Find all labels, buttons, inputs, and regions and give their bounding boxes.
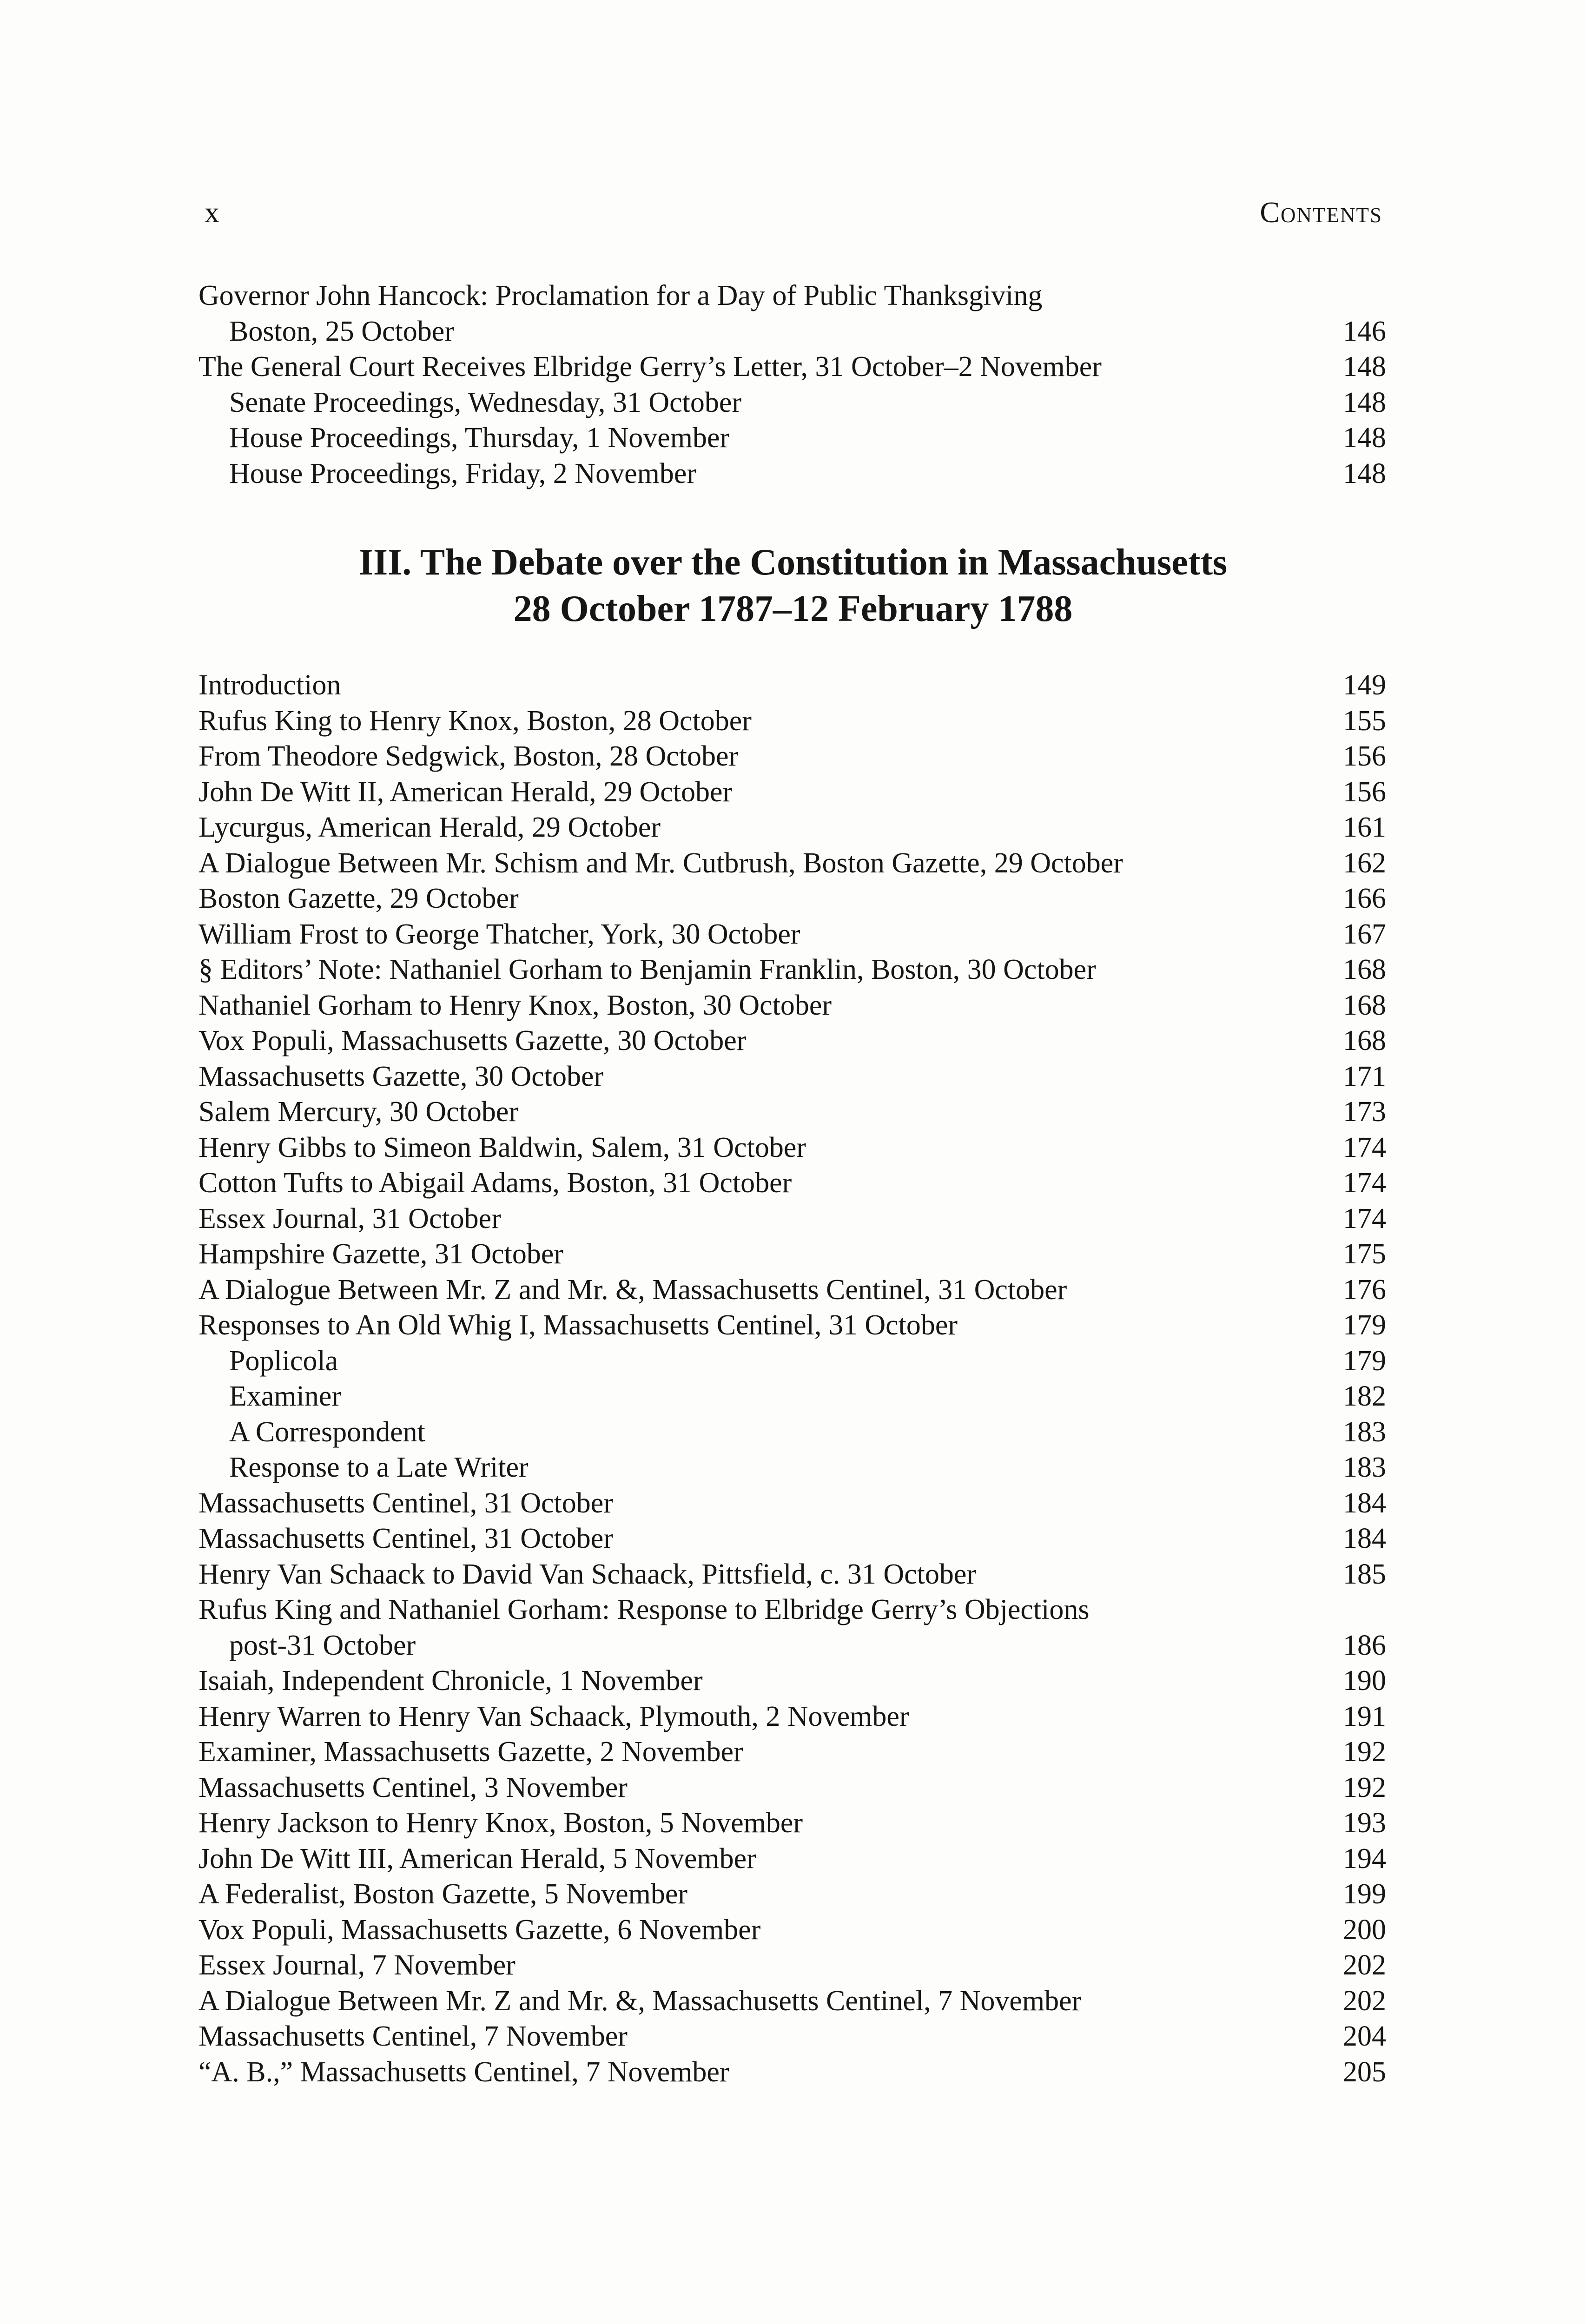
toc-entry-page: 192 bbox=[1343, 1771, 1386, 1803]
toc-entry bbox=[198, 1521, 1386, 1557]
toc-entry-title-text: Massachusetts Centinel, 7 November bbox=[198, 2020, 628, 2052]
toc-entry bbox=[198, 810, 1386, 845]
toc-entry-title-text: Lycurgus, American Herald, 29 October bbox=[198, 812, 661, 843]
toc-entry bbox=[198, 1983, 1386, 2019]
toc-entry-title bbox=[198, 988, 832, 1023]
toc-entry-title-text: Governor John Hancock: Proclamation for a Day of Public Thanksgiving bbox=[198, 280, 1043, 311]
toc-entry-title bbox=[198, 1307, 958, 1343]
toc-entry-page: 149 bbox=[1343, 669, 1386, 701]
toc-entry bbox=[198, 349, 1386, 385]
toc-entry-title bbox=[198, 1521, 613, 1557]
toc-entry-title bbox=[198, 1948, 515, 1983]
toc-entry-title-text: A Dialogue Between Mr. Z and Mr. &, Massachusetts Centinel, 7 November bbox=[198, 1985, 1082, 2017]
toc-entry-title-text: Examiner bbox=[229, 1380, 342, 1412]
toc-entry-title bbox=[198, 1094, 518, 1130]
toc-entry-title bbox=[198, 810, 661, 845]
toc-entry-title-text: Isaiah, Independent Chronicle, 1 November bbox=[198, 1665, 703, 1697]
toc-entry bbox=[198, 703, 1386, 739]
toc-entry-title bbox=[198, 278, 1268, 349]
toc-entry-title bbox=[198, 1236, 563, 1272]
toc-entry bbox=[198, 1201, 1386, 1237]
toc-entry-page: 175 bbox=[1343, 1238, 1386, 1270]
toc-entry-title-text: Senate Proceedings, Wednesday, 31 October bbox=[229, 386, 742, 418]
toc-entry-title-text: Introduction bbox=[198, 669, 341, 701]
toc-entry-title bbox=[229, 385, 741, 421]
toc-entry bbox=[198, 1948, 1386, 1983]
toc-entry-page: 156 bbox=[1343, 776, 1386, 808]
toc-entry-title bbox=[198, 1841, 756, 1877]
toc-entry-title-text: The General Court Receives Elbridge Gerry’s Letter, 31 October–2 November bbox=[198, 351, 1102, 383]
toc-entry bbox=[198, 385, 1386, 421]
toc-entry bbox=[198, 1307, 1386, 1343]
toc-entry bbox=[198, 1130, 1386, 1166]
part-heading-line1: III. The Debate over the Constitution in Massachusetts bbox=[358, 542, 1228, 583]
toc-entry-title bbox=[198, 1770, 628, 1806]
toc-entry bbox=[198, 667, 1386, 703]
toc-entry-title-text: Essex Journal, 7 November bbox=[198, 1949, 515, 1981]
toc-entry-page: 184 bbox=[1343, 1487, 1386, 1519]
toc-entry-page: 185 bbox=[1343, 1558, 1386, 1590]
toc-entry-title-text: John De Witt III, American Herald, 5 November bbox=[198, 1842, 756, 1875]
toc-entry bbox=[198, 1734, 1386, 1770]
toc-entry-page: 155 bbox=[1343, 705, 1386, 737]
toc-entry-page: 204 bbox=[1343, 2020, 1386, 2052]
toc-entry bbox=[198, 1805, 1386, 1841]
toc-entry-title-text: Examiner, Massachusetts Gazette, 2 November bbox=[198, 1736, 743, 1768]
toc-entry bbox=[198, 1876, 1386, 1912]
toc-entry-title-continuation: Boston, 25 October bbox=[229, 315, 454, 347]
toc-main-section bbox=[198, 667, 1386, 2090]
toc-entry-title bbox=[198, 1805, 803, 1841]
toc-entry bbox=[198, 1912, 1386, 1948]
toc-entry bbox=[198, 1023, 1386, 1059]
toc-entry-page: 183 bbox=[1343, 1416, 1386, 1448]
toc-entry-title bbox=[198, 881, 519, 917]
toc-entry-page: 161 bbox=[1343, 812, 1386, 843]
toc-entry-title bbox=[229, 1450, 529, 1486]
toc-entry-title bbox=[198, 1130, 806, 1166]
toc-entry-title-text: Rufus King to Henry Knox, Boston, 28 October bbox=[198, 705, 752, 737]
toc-entry bbox=[198, 1272, 1386, 1308]
toc-entry-title bbox=[198, 1557, 976, 1592]
toc-entry-title bbox=[198, 1663, 703, 1699]
toc-entry-page: 162 bbox=[1343, 847, 1386, 879]
toc-entry-title bbox=[198, 917, 800, 952]
toc-entry bbox=[198, 1663, 1386, 1699]
toc-entry bbox=[198, 881, 1386, 917]
toc-entry-page: 176 bbox=[1343, 1274, 1386, 1306]
toc-entry-title-text: Essex Journal, 31 October bbox=[198, 1202, 501, 1235]
toc-entry-title-text: Massachusetts Centinel, 3 November bbox=[198, 1771, 628, 1803]
toc-entry-page: 205 bbox=[1343, 2056, 1386, 2088]
toc-entry-title-text: Henry Warren to Henry Van Schaack, Plymouth, 2 November bbox=[198, 1700, 909, 1732]
part-heading bbox=[0, 539, 1586, 632]
toc-entry-title bbox=[229, 456, 696, 492]
toc-entry-title bbox=[198, 667, 341, 703]
toc-entry-title bbox=[198, 952, 1096, 988]
toc-entry-page: 148 bbox=[1343, 457, 1386, 489]
toc-entry-title bbox=[198, 2054, 729, 2090]
toc-entry-page: 200 bbox=[1343, 1914, 1386, 1946]
toc-entry-title-text: Salem Mercury, 30 October bbox=[198, 1096, 519, 1128]
toc-entry-page: 192 bbox=[1343, 1736, 1386, 1768]
toc-entry-page: 173 bbox=[1343, 1096, 1386, 1128]
toc-entry bbox=[198, 2019, 1386, 2054]
toc-entry-title bbox=[198, 703, 752, 739]
toc-entry bbox=[198, 952, 1386, 988]
toc-entry bbox=[198, 278, 1386, 349]
running-title bbox=[1260, 195, 1382, 230]
toc-entry-title-text: Response to a Late Writer bbox=[229, 1452, 529, 1483]
page-number: x bbox=[205, 196, 219, 229]
toc-entry-title bbox=[198, 1023, 746, 1059]
toc-entry-title bbox=[198, 2019, 628, 2054]
toc-entry-title-text: A Dialogue Between Mr. Schism and Mr. Cutbrush, Boston Gazette, 29 October bbox=[198, 847, 1123, 879]
toc-entry-page: 199 bbox=[1343, 1878, 1386, 1910]
toc-entry-page: 191 bbox=[1343, 1700, 1386, 1732]
toc-entry-title-text: Vox Populi, Massachusetts Gazette, 6 November bbox=[198, 1914, 761, 1946]
toc-entry-title-text: Massachusetts Centinel, 31 October bbox=[198, 1523, 613, 1554]
toc-entry-title-text: Henry Gibbs to Simeon Baldwin, Salem, 31 October bbox=[198, 1131, 806, 1163]
toc-entry-title bbox=[198, 1592, 1268, 1663]
running-title-text: Contents bbox=[1260, 196, 1382, 229]
toc-entry-title bbox=[198, 1876, 687, 1912]
toc-entry-title-continuation: post-31 October bbox=[229, 1629, 416, 1661]
toc-entry-page: 202 bbox=[1343, 1949, 1386, 1981]
toc-entry-page: 168 bbox=[1343, 989, 1386, 1021]
toc-entry-page: 179 bbox=[1343, 1345, 1386, 1377]
toc-entry bbox=[198, 1592, 1386, 1663]
toc-entry-title-text: House Proceedings, Friday, 2 November bbox=[229, 457, 696, 489]
part-heading-line2: 28 October 1787–12 February 1788 bbox=[513, 588, 1073, 629]
toc-entry-title-text: Poplicola bbox=[229, 1345, 338, 1377]
toc-entry-page: 148 bbox=[1343, 351, 1386, 383]
toc-entry-page: 193 bbox=[1343, 1807, 1386, 1839]
toc-entry-title-text: § Editors’ Note: Nathaniel Gorham to Benjamin Franklin, Boston, 30 October bbox=[198, 954, 1096, 985]
toc-entry bbox=[198, 2054, 1386, 2090]
toc-entry-title-text: “A. B.,” Massachusetts Centinel, 7 November bbox=[198, 2056, 729, 2088]
toc-entry bbox=[198, 1557, 1386, 1592]
toc-entry-page: 183 bbox=[1343, 1452, 1386, 1483]
toc-entry-title-text: John De Witt II, American Herald, 29 October bbox=[198, 776, 733, 808]
toc-entry-page: 171 bbox=[1343, 1060, 1386, 1092]
toc-entry-title-text: Massachusetts Centinel, 31 October bbox=[198, 1487, 613, 1519]
toc-entry-page: 166 bbox=[1343, 883, 1386, 914]
toc-entry-page: 174 bbox=[1343, 1202, 1386, 1235]
toc-entry bbox=[198, 1379, 1386, 1414]
toc-entry-title bbox=[198, 349, 1102, 385]
toc-entry-page: 168 bbox=[1343, 954, 1386, 985]
toc-entry-title-text: Vox Populi, Massachusetts Gazette, 30 October bbox=[198, 1025, 747, 1056]
toc-entry bbox=[198, 1414, 1386, 1450]
toc-entry-page: 168 bbox=[1343, 1025, 1386, 1056]
toc-entry bbox=[198, 845, 1386, 881]
toc-entry-title bbox=[198, 1734, 743, 1770]
toc-entry-title bbox=[198, 1059, 603, 1095]
toc-entry-title-text: Boston Gazette, 29 October bbox=[198, 883, 519, 914]
toc-entry-title-text: Rufus King and Nathaniel Gorham: Response to Elbridge Gerry’s Objections bbox=[198, 1594, 1090, 1625]
toc-entry-page: 190 bbox=[1343, 1665, 1386, 1697]
toc-entry-title-text: A Dialogue Between Mr. Z and Mr. &, Massachusetts Centinel, 31 October bbox=[198, 1274, 1067, 1306]
toc-entry-title bbox=[198, 1165, 792, 1201]
toc-entry-page: 194 bbox=[1343, 1842, 1386, 1875]
toc-entry-title-text: Hampshire Gazette, 31 October bbox=[198, 1238, 564, 1270]
toc-entry-page: 148 bbox=[1343, 386, 1386, 418]
toc-entry-title-text: Massachusetts Gazette, 30 October bbox=[198, 1060, 604, 1092]
toc-entry-title bbox=[198, 1699, 909, 1735]
toc-entry-title-text: Henry Van Schaack to David Van Schaack, Pittsfield, c. 31 October bbox=[198, 1558, 977, 1590]
toc-entry bbox=[198, 420, 1386, 456]
toc-entry-title-text: Responses to An Old Whig I, Massachusetts Centinel, 31 October bbox=[198, 1309, 958, 1341]
toc-entry-title bbox=[198, 1983, 1081, 2019]
toc-entry-title bbox=[229, 1379, 341, 1414]
toc-entry bbox=[198, 1059, 1386, 1095]
toc-entry-title bbox=[198, 774, 732, 810]
toc-entry bbox=[198, 774, 1386, 810]
toc-entry-title bbox=[198, 1201, 501, 1237]
toc-top-section bbox=[198, 278, 1386, 491]
toc-entry-title bbox=[198, 1272, 1067, 1308]
toc-entry-title-text: Henry Jackson to Henry Knox, Boston, 5 November bbox=[198, 1807, 803, 1839]
toc-entry bbox=[198, 988, 1386, 1023]
toc-entry bbox=[198, 1236, 1386, 1272]
toc-entry bbox=[198, 1486, 1386, 1521]
toc-entry bbox=[198, 1699, 1386, 1735]
toc-entry-page: 174 bbox=[1343, 1167, 1386, 1199]
toc-entry-page: 202 bbox=[1343, 1985, 1386, 2017]
toc-entry-page: 146 bbox=[1343, 315, 1386, 347]
toc-entry bbox=[198, 917, 1386, 952]
toc-entry-page: 179 bbox=[1343, 1309, 1386, 1341]
toc-entry-title bbox=[229, 1414, 425, 1450]
toc-entry-title bbox=[229, 1343, 338, 1379]
toc-entry-title bbox=[198, 1486, 613, 1521]
toc-entry-page: 156 bbox=[1343, 740, 1386, 772]
toc-entry-title bbox=[198, 1912, 760, 1948]
toc-entry bbox=[198, 1094, 1386, 1130]
toc-entry-title bbox=[198, 739, 738, 774]
toc-entry-page: 148 bbox=[1343, 422, 1386, 454]
toc-entry bbox=[198, 1450, 1386, 1486]
toc-entry-page: 174 bbox=[1343, 1131, 1386, 1163]
toc-entry-title-text: William Frost to George Thatcher, York, 30 October bbox=[198, 918, 800, 950]
toc-entry bbox=[198, 1770, 1386, 1806]
toc-entry-page: 186 bbox=[1343, 1629, 1386, 1661]
toc-entry-page: 182 bbox=[1343, 1380, 1386, 1412]
toc-entry-title bbox=[198, 845, 1123, 881]
toc-entry-title-text: From Theodore Sedgwick, Boston, 28 October bbox=[198, 740, 739, 772]
toc-entry bbox=[198, 739, 1386, 774]
toc-entry-title-text: House Proceedings, Thursday, 1 November bbox=[229, 422, 730, 454]
toc-entry-title-text: Cotton Tufts to Abigail Adams, Boston, 31 October bbox=[198, 1167, 792, 1199]
toc-entry-title-text: Nathaniel Gorham to Henry Knox, Boston, 30 October bbox=[198, 989, 832, 1021]
toc-entry-page: 167 bbox=[1343, 918, 1386, 950]
toc-entry bbox=[198, 456, 1386, 492]
toc-entry bbox=[198, 1165, 1386, 1201]
toc-entry-title-text: A Federalist, Boston Gazette, 5 November bbox=[198, 1878, 688, 1910]
toc-entry bbox=[198, 1841, 1386, 1877]
toc-entry-title bbox=[229, 420, 729, 456]
toc-entry-page: 184 bbox=[1343, 1523, 1386, 1554]
toc-entry bbox=[198, 1343, 1386, 1379]
toc-entry-title-text: A Correspondent bbox=[229, 1416, 425, 1448]
